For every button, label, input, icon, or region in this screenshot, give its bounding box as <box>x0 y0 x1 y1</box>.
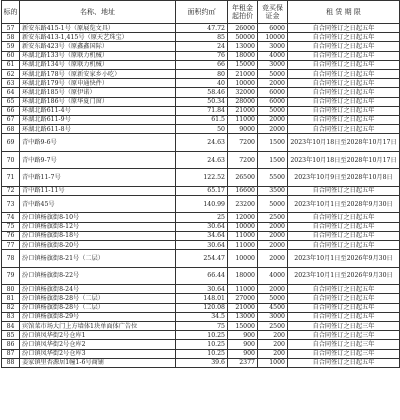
lot-number-cell: 87 <box>2 349 20 358</box>
deposit-cell: 2000 <box>258 125 288 134</box>
area-cell: 66.44 <box>176 267 228 285</box>
starting-rent-cell: 26500 <box>228 169 258 187</box>
deposit-cell: 3000 <box>258 60 288 69</box>
address-cell: 汾口镇凤华街2号仓库3 <box>20 349 176 358</box>
deposit-cell: 2000 <box>258 285 288 294</box>
lot-number-cell: 71 <box>2 169 20 187</box>
deposit-cell: 1500 <box>258 134 288 152</box>
address-cell: 环湖北路178号（原新安家乡小吃） <box>20 69 176 78</box>
table-row <box>2 125 400 134</box>
area-cell: 254.47 <box>176 250 228 268</box>
starting-rent-cell: 23200 <box>228 195 258 213</box>
area-cell: 39.6 <box>176 358 228 367</box>
lot-number-cell: 59 <box>2 42 20 51</box>
area-cell: 80 <box>176 69 228 78</box>
table-row <box>2 349 400 358</box>
deposit-cell: 10000 <box>258 33 288 42</box>
lease-term-cell: 2023年10月18日至2028年10月17日 <box>288 151 400 169</box>
deposit-cell: 2000 <box>258 231 288 240</box>
deposit-cell: 4500 <box>258 303 288 312</box>
table-row <box>2 24 400 33</box>
deposit-cell: 3000 <box>258 312 288 321</box>
starting-rent-cell: 7200 <box>228 151 258 169</box>
starting-rent-cell: 13000 <box>228 42 258 51</box>
starting-rent-cell: 7200 <box>228 134 258 152</box>
address-cell: 汾口镇杨旗街8-29号 <box>20 312 176 321</box>
address-cell: 环湖北路179号（原申通快件） <box>20 79 176 88</box>
starting-rent-cell: 11000 <box>228 115 258 124</box>
lot-number-cell: 69 <box>2 134 20 152</box>
lot-number-cell: 62 <box>2 69 20 78</box>
table-row <box>2 222 400 231</box>
deposit-cell: 5000 <box>258 106 288 115</box>
starting-rent-cell: 12000 <box>228 213 258 222</box>
deposit-cell: 5000 <box>258 294 288 303</box>
deposit-cell: 6000 <box>258 97 288 106</box>
area-cell: 85 <box>176 33 228 42</box>
lease-auction-table <box>1 0 400 368</box>
address-cell: 汾口镇杨旗街8-12号 <box>20 222 176 231</box>
area-cell: 24.63 <box>176 134 228 152</box>
address-cell: 环湖北路611-9号 <box>20 115 176 124</box>
starting-rent-cell: 32000 <box>228 88 258 97</box>
address-cell: 汾口镇杨旗街8-10号 <box>20 213 176 222</box>
table-row <box>2 294 400 303</box>
deposit-cell: 200 <box>258 331 288 340</box>
lease-term-cell: 自合同签订之日起五年 <box>288 231 400 240</box>
area-cell: 47.72 <box>176 24 228 33</box>
area-cell: 76 <box>176 51 228 60</box>
address-cell: 汾口镇杨旗街8-18号 <box>20 231 176 240</box>
starting-rent-cell: 13000 <box>228 312 258 321</box>
deposit-cell: 1500 <box>258 151 288 169</box>
deposit-cell: 2000 <box>258 250 288 268</box>
starting-rent-cell: 18000 <box>228 267 258 285</box>
address-cell: 青中路11-7号 <box>20 169 176 187</box>
table-row <box>2 60 400 69</box>
area-cell: 140.99 <box>176 195 228 213</box>
table-row <box>2 42 400 51</box>
lot-number-cell: 80 <box>2 285 20 294</box>
area-cell: 71.84 <box>176 106 228 115</box>
lot-number-cell: 88 <box>2 358 20 367</box>
address-cell: 汾口镇杨旗街8-20号 <box>20 241 176 250</box>
lease-term-cell: 自合同签订之日起五年 <box>288 115 400 124</box>
address-cell: 汾口镇杨旗街8-28号（二层） <box>20 303 176 312</box>
table-body <box>2 24 400 368</box>
area-cell: 58.46 <box>176 88 228 97</box>
table-row <box>2 231 400 240</box>
starting-rent-cell: 16600 <box>228 186 258 195</box>
address-cell: 青中路11-11号 <box>20 186 176 195</box>
lease-term-cell: 自合同签订之日起五年 <box>288 88 400 97</box>
lease-term-cell: 自合同签订之日起五年 <box>288 358 400 367</box>
lot-number-cell: 73 <box>2 195 20 213</box>
address-cell: 汾口镇杨旗街8-22号 <box>20 267 176 285</box>
address-cell: 新安东路423号（原鑫鑫国际） <box>20 42 176 51</box>
area-cell: 75 <box>176 321 228 330</box>
area-cell: 30.64 <box>176 222 228 231</box>
deposit-cell: 200 <box>258 349 288 358</box>
starting-rent-cell: 10000 <box>228 79 258 88</box>
lease-term-cell: 自合同签订之日起五年 <box>288 79 400 88</box>
lease-term-cell: 自合同签订之日起五年 <box>288 60 400 69</box>
lease-term-cell: 2023年10月1日至2026年9月30日 <box>288 267 400 285</box>
starting-rent-cell: 21000 <box>228 303 258 312</box>
table-row <box>2 331 400 340</box>
lease-term-cell: 自合同签订之日起五年 <box>288 69 400 78</box>
lease-term-cell: 自合同签订之日起三年 <box>288 340 400 349</box>
address-cell: 宾馆菜市场大门上方墙体1块单面体广告位 <box>20 321 176 330</box>
lease-term-cell: 自合同签订之日起三年 <box>288 321 400 330</box>
address-cell: 青中路9-6号 <box>20 134 176 152</box>
starting-rent-cell: 26000 <box>228 24 258 33</box>
table-row <box>2 88 400 97</box>
header-name-address: 名称、地址 <box>20 1 176 24</box>
deposit-cell: 5500 <box>258 169 288 187</box>
deposit-cell: 5000 <box>258 69 288 78</box>
starting-rent-cell: 10000 <box>228 222 258 231</box>
address-cell: 环湖北路185号（原伊诺） <box>20 88 176 97</box>
deposit-cell: 3000 <box>258 42 288 51</box>
area-cell: 50 <box>176 125 228 134</box>
lot-number-cell: 60 <box>2 51 20 60</box>
address-cell: 汾口镇杨旗街8-28号（二层） <box>20 294 176 303</box>
table-row <box>2 250 400 268</box>
table-row <box>2 312 400 321</box>
area-cell: 24.63 <box>176 151 228 169</box>
starting-rent-cell: 9000 <box>228 125 258 134</box>
address-cell: 汾口镇杨旗街8-21号（二层） <box>20 250 176 268</box>
starting-rent-cell: 11000 <box>228 241 258 250</box>
lease-term-cell: 自合同签订之日起三年 <box>288 349 400 358</box>
lot-number-cell: 79 <box>2 267 20 285</box>
header-lot-number: 标的 <box>2 1 20 24</box>
lot-number-cell: 75 <box>2 222 20 231</box>
deposit-cell: 2500 <box>258 213 288 222</box>
deposit-cell: 2000 <box>258 115 288 124</box>
lease-term-cell: 自合同签订之日起五年 <box>288 312 400 321</box>
table-row <box>2 151 400 169</box>
table-row <box>2 358 400 367</box>
lot-number-cell: 58 <box>2 33 20 42</box>
table-row <box>2 321 400 330</box>
deposit-cell: 3500 <box>258 186 288 195</box>
address-cell: 环湖北路133号（原联力机械） <box>20 51 176 60</box>
lot-number-cell: 78 <box>2 250 20 268</box>
table-row <box>2 241 400 250</box>
address-cell: 新安东路415-1号（原展览文具） <box>20 24 176 33</box>
deposit-cell: 2000 <box>258 222 288 231</box>
table-row <box>2 213 400 222</box>
starting-rent-cell: 900 <box>228 349 258 358</box>
lot-number-cell: 83 <box>2 312 20 321</box>
lot-number-cell: 81 <box>2 294 20 303</box>
address-cell: 汾口镇凤华街2号仓库1 <box>20 331 176 340</box>
deposit-cell: 1000 <box>258 358 288 367</box>
table-row <box>2 115 400 124</box>
lot-number-cell: 86 <box>2 340 20 349</box>
header-lease-term: 租 赁 期 限 <box>288 1 400 24</box>
starting-rent-cell: 15000 <box>228 321 258 330</box>
lot-number-cell: 66 <box>2 106 20 115</box>
area-cell: 65.17 <box>176 186 228 195</box>
starting-rent-cell: 50000 <box>228 33 258 42</box>
lease-term-cell: 自合同签订之日起五年 <box>288 106 400 115</box>
lease-term-cell: 自合同签订之日起五年 <box>288 33 400 42</box>
lot-number-cell: 63 <box>2 79 20 88</box>
table-row <box>2 186 400 195</box>
deposit-cell: 4000 <box>258 267 288 285</box>
lot-number-cell: 72 <box>2 186 20 195</box>
area-cell: 148.01 <box>176 294 228 303</box>
starting-rent-cell: 2377 <box>228 358 258 367</box>
table-row <box>2 195 400 213</box>
starting-rent-cell: 27000 <box>228 294 258 303</box>
lot-number-cell: 70 <box>2 151 20 169</box>
table-row <box>2 97 400 106</box>
lot-number-cell: 67 <box>2 115 20 124</box>
starting-rent-cell: 18000 <box>228 51 258 60</box>
area-cell: 30.64 <box>176 285 228 294</box>
address-cell: 青中路45号 <box>20 195 176 213</box>
header-starting-rent: 年租金起拍价 <box>228 1 258 24</box>
table-row <box>2 169 400 187</box>
area-cell: 30.64 <box>176 241 228 250</box>
starting-rent-cell: 10000 <box>228 250 258 268</box>
lease-term-cell: 2023年10月1日至2026年9月30日 <box>288 250 400 268</box>
lot-number-cell: 57 <box>2 24 20 33</box>
area-cell: 10.25 <box>176 331 228 340</box>
lot-number-cell: 84 <box>2 321 20 330</box>
area-cell: 10.25 <box>176 349 228 358</box>
lot-number-cell: 77 <box>2 241 20 250</box>
starting-rent-cell: 11000 <box>228 231 258 240</box>
lease-term-cell: 自合同签订之日起五年 <box>288 222 400 231</box>
lease-term-cell: 2023年10月9日至2028年10月8日 <box>288 169 400 187</box>
starting-rent-cell: 11000 <box>228 285 258 294</box>
address-cell: 环湖北路186号（原华夏门窗） <box>20 97 176 106</box>
lease-term-cell: 自合同签订之日起五年 <box>288 125 400 134</box>
lease-term-cell: 自合同签订之日起五年 <box>288 241 400 250</box>
table-row <box>2 340 400 349</box>
table-row <box>2 33 400 42</box>
lot-number-cell: 68 <box>2 125 20 134</box>
area-cell: 66 <box>176 60 228 69</box>
lease-term-cell: 2023年10月18日至2028年10月17日 <box>288 134 400 152</box>
table-row <box>2 285 400 294</box>
address-cell: 环湖北路611-8号 <box>20 125 176 134</box>
address-cell: 汾口镇凤华街2号仓库2 <box>20 340 176 349</box>
table-row <box>2 106 400 115</box>
area-cell: 122.52 <box>176 169 228 187</box>
deposit-cell: 2000 <box>258 79 288 88</box>
lot-number-cell: 74 <box>2 213 20 222</box>
starting-rent-cell: 21000 <box>228 106 258 115</box>
lot-number-cell: 61 <box>2 60 20 69</box>
starting-rent-cell: 28000 <box>228 97 258 106</box>
header-deposit: 竞买保证金 <box>258 1 288 24</box>
address-cell: 青中路9-7号 <box>20 151 176 169</box>
table-row <box>2 79 400 88</box>
area-cell: 34.64 <box>176 231 228 240</box>
lease-term-cell: 自合同签订之日起五年 <box>288 213 400 222</box>
lot-number-cell: 82 <box>2 303 20 312</box>
lot-number-cell: 65 <box>2 97 20 106</box>
table-row <box>2 134 400 152</box>
table-header-row <box>2 1 400 24</box>
lease-term-cell: 自合同签订之日起五年 <box>288 303 400 312</box>
lot-number-cell: 64 <box>2 88 20 97</box>
address-cell: 环湖北路611-4号 <box>20 106 176 115</box>
lease-term-cell: 2023年10月1日至2028年9月30日 <box>288 195 400 213</box>
lease-term-cell: 自合同签订之日起三年 <box>288 331 400 340</box>
deposit-cell: 6000 <box>258 24 288 33</box>
table-row <box>2 51 400 60</box>
lease-term-cell: 自合同签订之日起五年 <box>288 294 400 303</box>
address-cell: 环湖北路134号（原联力机械） <box>20 60 176 69</box>
deposit-cell: 4000 <box>258 51 288 60</box>
address-cell: 汾口镇杨旗街8-24号 <box>20 285 176 294</box>
area-cell: 50.34 <box>176 97 228 106</box>
area-cell: 120.08 <box>176 303 228 312</box>
deposit-cell: 2000 <box>258 241 288 250</box>
starting-rent-cell: 900 <box>228 331 258 340</box>
header-area: 面积约㎡ <box>176 1 228 24</box>
table-row <box>2 267 400 285</box>
starting-rent-cell: 21000 <box>228 69 258 78</box>
lease-term-cell: 自合同签订之日起五年 <box>288 186 400 195</box>
area-cell: 10.25 <box>176 340 228 349</box>
lease-term-cell: 自合同签订之日起五年 <box>288 24 400 33</box>
table-row <box>2 69 400 78</box>
lease-term-cell: 自合同签订之日起五年 <box>288 42 400 51</box>
area-cell: 34.5 <box>176 312 228 321</box>
address-cell: 新安东路413-1,415号（原天艺珠宝） <box>20 33 176 42</box>
area-cell: 25 <box>176 213 228 222</box>
deposit-cell: 200 <box>258 340 288 349</box>
starting-rent-cell: 900 <box>228 340 258 349</box>
lease-term-cell: 自合同签订之日起五年 <box>288 285 400 294</box>
lot-number-cell: 76 <box>2 231 20 240</box>
area-cell: 61.5 <box>176 115 228 124</box>
area-cell: 24 <box>176 42 228 51</box>
address-cell: 姜家镇里杏源居1幢1-6号商铺 <box>20 358 176 367</box>
deposit-cell: 5000 <box>258 195 288 213</box>
lot-number-cell: 85 <box>2 331 20 340</box>
deposit-cell: 6000 <box>258 88 288 97</box>
deposit-cell: 2500 <box>258 321 288 330</box>
table-row <box>2 303 400 312</box>
area-cell: 40 <box>176 79 228 88</box>
starting-rent-cell: 15000 <box>228 60 258 69</box>
lease-term-cell: 自合同签订之日起五年 <box>288 51 400 60</box>
lease-term-cell: 自合同签订之日起五年 <box>288 97 400 106</box>
